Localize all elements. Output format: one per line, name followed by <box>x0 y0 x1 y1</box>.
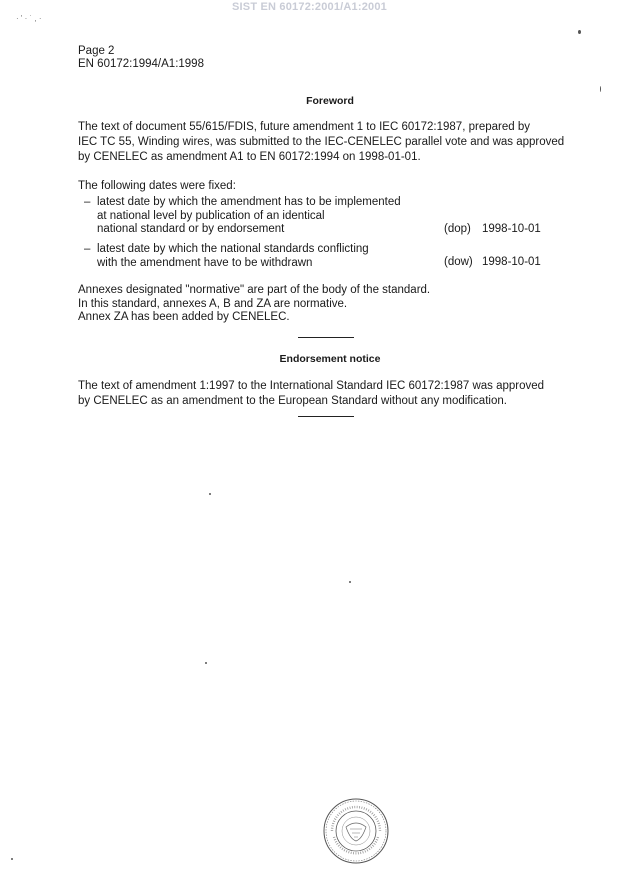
date-value: 1998-10-01 <box>482 223 541 235</box>
date-item-line: at national level by publication of an identical <box>97 209 325 222</box>
endorsement-line: The text of amendment 1:1997 to the International Standard IEC 60172:1987 was approved <box>78 380 545 392</box>
foreword-intro-line: by CENELEC as amendment A1 to EN 60172:1994 on 1998-01-01. <box>78 151 421 163</box>
foreword-intro <box>78 120 572 165</box>
dates-intro: The following dates were fixed: <box>78 180 236 192</box>
margin-scribble: · ' · ˙ , · <box>16 14 42 23</box>
endorsement-line: by CENELEC as an amendment to the European Standard without any modification. <box>78 395 507 407</box>
date-item-dop <box>84 196 554 238</box>
date-item-line: latest date by which the national standards conflicting <box>97 243 369 255</box>
date-item-line: with the amendment have to be withdrawn <box>97 256 313 269</box>
scan-speck <box>209 493 211 495</box>
list-dash: – <box>84 196 91 208</box>
annex-line: Annex ZA has been added by CENELEC. <box>78 311 290 323</box>
foreword-intro-line: IEC TC 55, Winding wires, was submitted to the IEC-CENELEC parallel vote and was approved <box>78 136 565 148</box>
scan-speck <box>578 30 581 34</box>
certification-seal <box>322 797 390 865</box>
endorsement-heading: Endorsement notice <box>279 353 381 365</box>
seal-graphic <box>322 797 390 865</box>
annex-statement <box>78 284 572 325</box>
date-item-line: national standard or by endorsement <box>97 223 285 235</box>
foreword-intro-line: The text of document 55/615/FDIS, future amendment 1 to IEC 60172:1987, prepared by <box>78 121 530 133</box>
section-divider <box>298 337 354 338</box>
watermark: SIST EN 60172:2001/A1:2001 <box>231 1 388 13</box>
scan-speck <box>11 858 13 860</box>
annex-line: In this standard, annexes A, B and ZA are normative. <box>78 297 348 310</box>
page-number: Page 2 <box>78 45 115 57</box>
date-value: 1998-10-01 <box>482 256 541 268</box>
scan-speck <box>205 662 207 664</box>
date-code: (dow) <box>444 256 473 268</box>
foreword-heading: Foreword <box>306 95 354 107</box>
annex-line: Annexes designated "normative" are part of the body of the standard. <box>78 284 431 296</box>
endorsement-text <box>78 379 572 409</box>
scan-speck <box>349 581 351 583</box>
date-code: (dop) <box>444 223 471 235</box>
end-divider <box>298 416 354 417</box>
standard-reference: EN 60172:1994/A1:1998 <box>78 58 204 70</box>
list-dash: – <box>84 243 91 255</box>
scan-speck <box>600 86 601 92</box>
date-item-dow <box>84 243 554 273</box>
date-item-line: latest date by which the amendment has to be implemented <box>97 196 401 208</box>
